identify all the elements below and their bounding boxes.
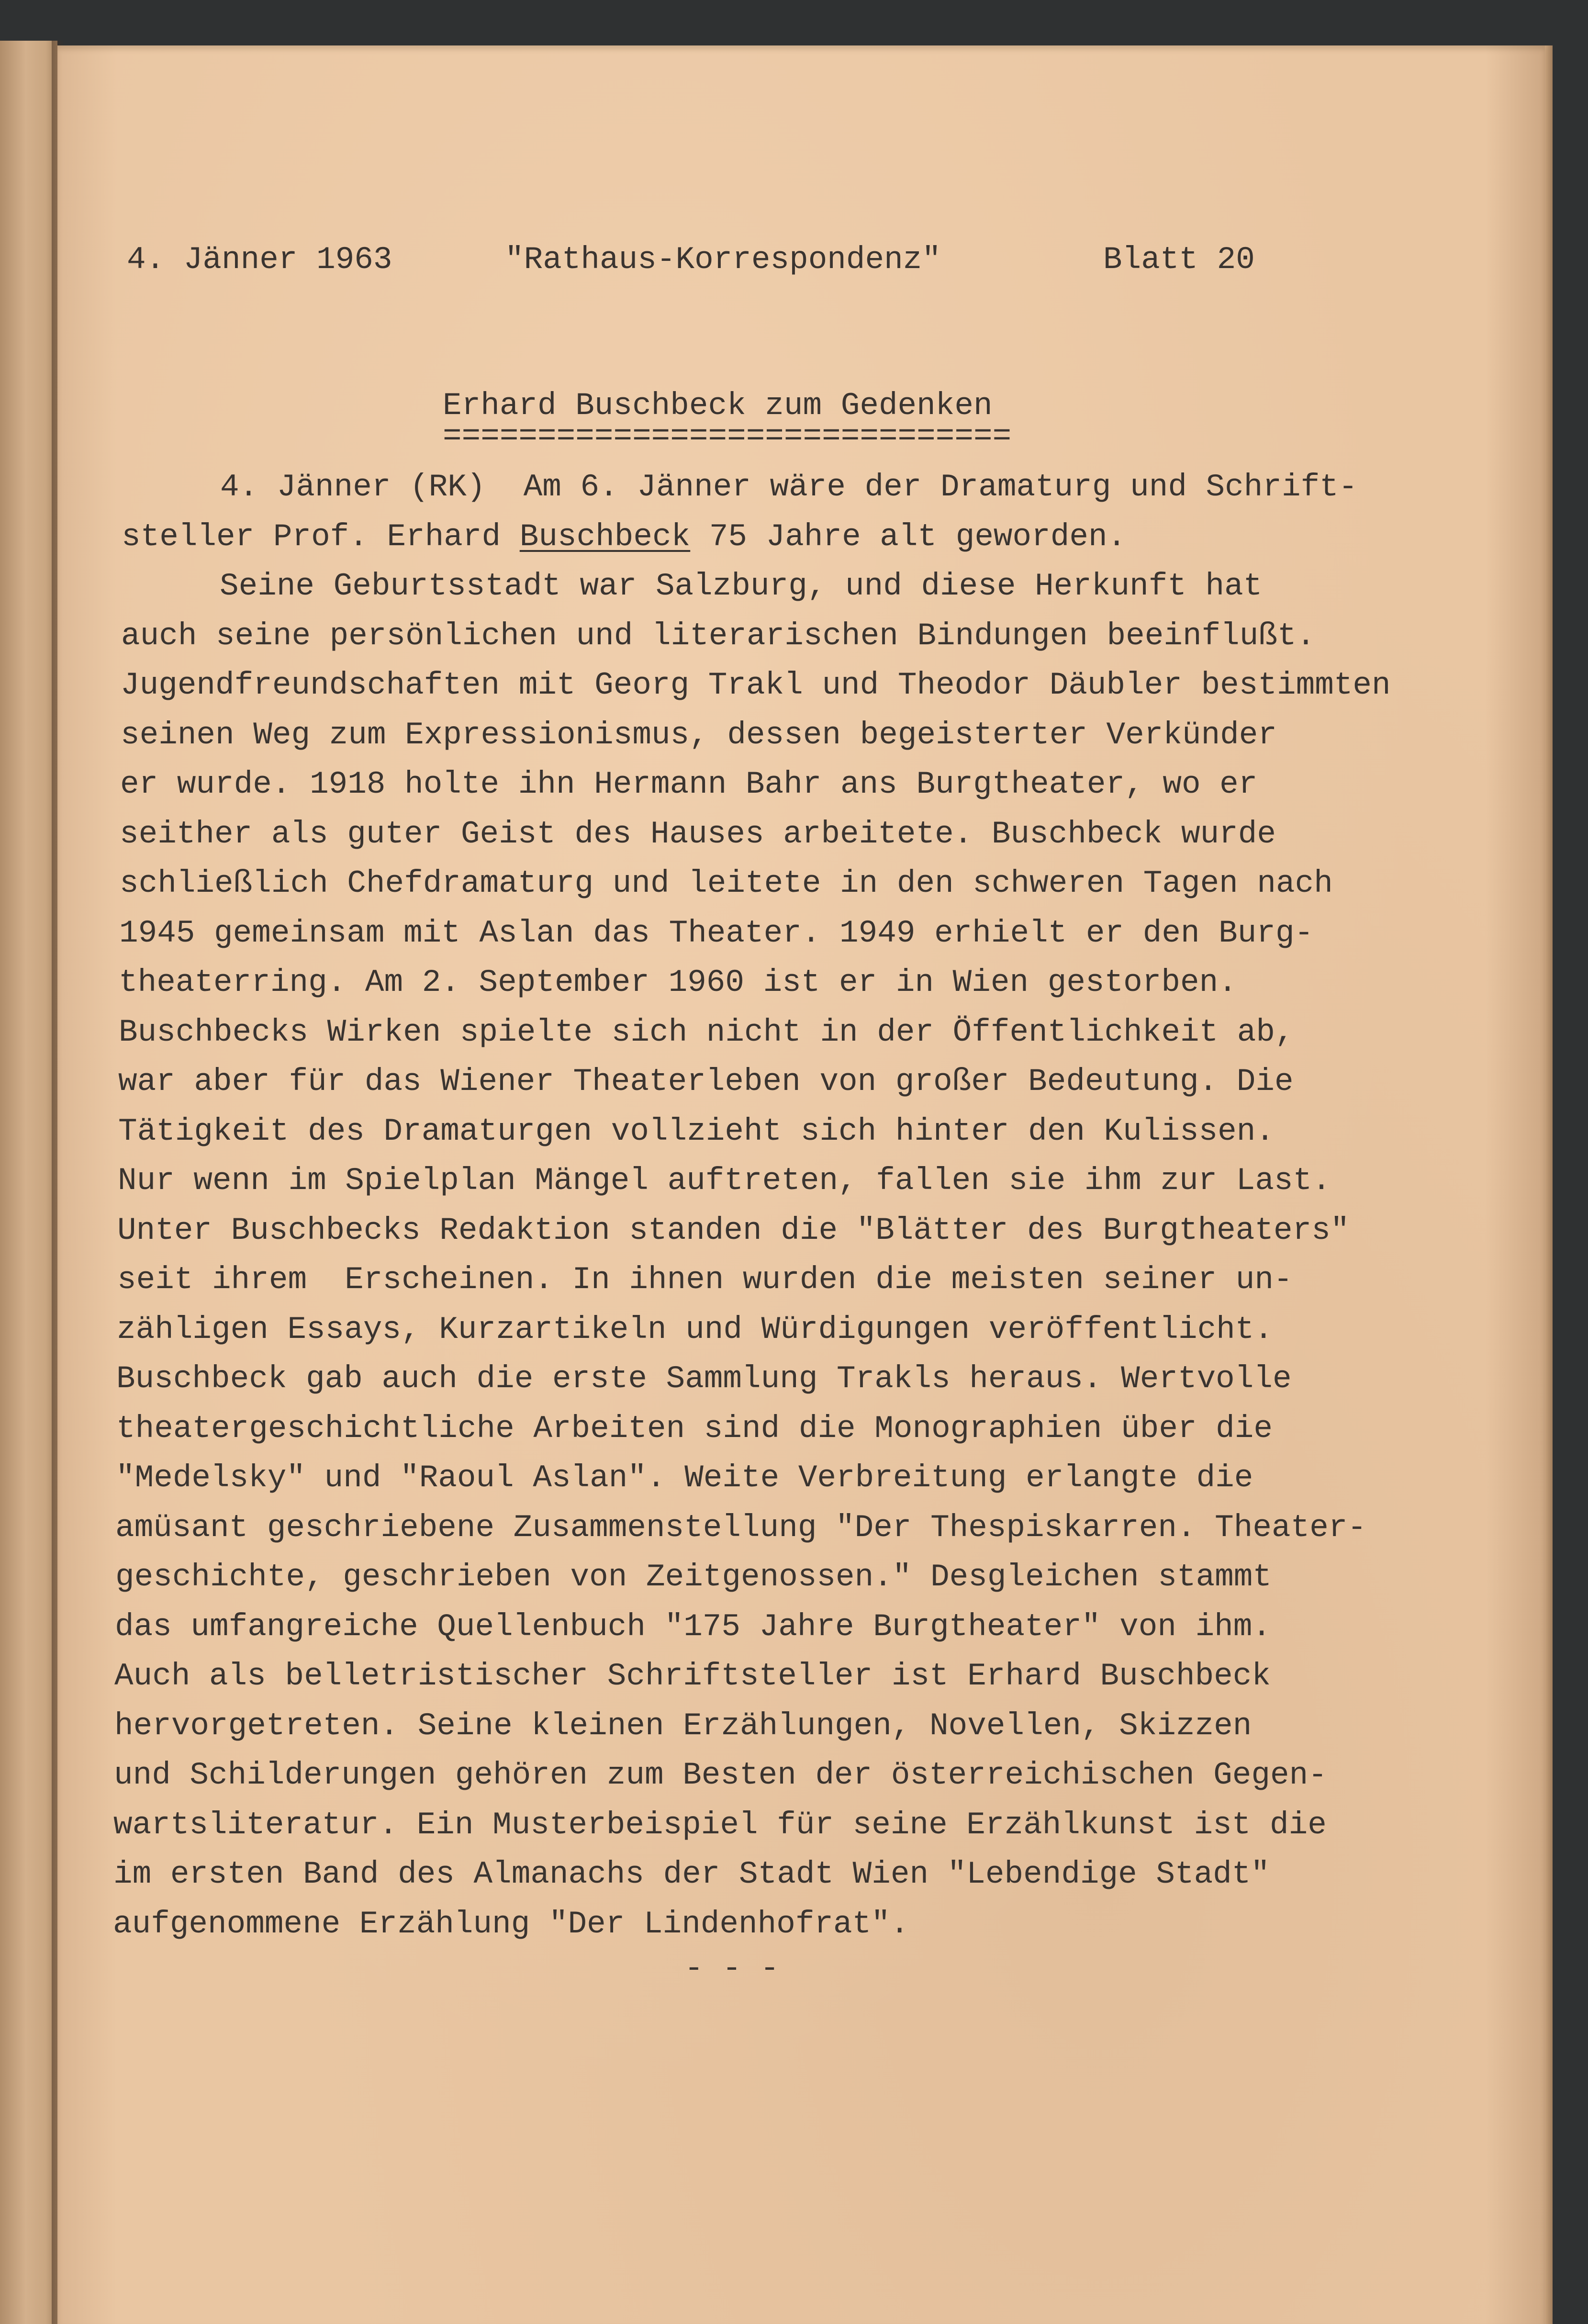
previous-page-edge (0, 41, 57, 2324)
article-line: theaterring. Am 2. September 1960 ist er in Wien gestorben. (119, 965, 1237, 1000)
article-line: hervorgetreten. Seine kleinen Erzählungen, Novellen, Skizzen (114, 1708, 1252, 1744)
article-line: Buschbecks Wirken spielte sich nicht in der Öffentlichkeit ab, (119, 1014, 1294, 1050)
article-title: Erhard Buschbeck zum Gedenken (443, 388, 993, 424)
end-mark: - - - (684, 1951, 780, 1987)
article-line: seither als guter Geist des Hauses arbeitete. Buschbeck wurde (120, 816, 1276, 852)
article-line: seinen Weg zum Expressionismus, dessen begeisterter Verkünder (121, 717, 1277, 753)
article-line: Tätigkeit des Dramaturgen vollzieht sich hinter den Kulissen. (118, 1113, 1275, 1149)
article-line: er wurde. 1918 holte ihn Hermann Bahr ans Burgtheater, wo er (120, 766, 1258, 802)
article-line: Unter Buschbecks Redaktion standen die "Blätter des Burgtheaters" (117, 1213, 1350, 1248)
article-line: seit ihrem Erscheinen. In ihnen wurden die meisten seiner un- (117, 1262, 1293, 1298)
article-line: theatergeschichtliche Arbeiten sind die Monographien über die (116, 1411, 1273, 1447)
article-line: und Schilderungen gehören zum Besten der österreichischen Gegen- (114, 1757, 1327, 1793)
article-line: schließlich Chefdramaturg und leitete in den schweren Tagen nach (120, 865, 1333, 901)
article-line: "Medelsky" und "Raoul Aslan". Weite Verbreitung erlangte die (116, 1460, 1253, 1496)
article-line (122, 521, 1126, 553)
article-line: Buschbeck gab auch die erste Sammlung Trakls heraus. Wertvolle (116, 1361, 1292, 1397)
article-line: Seine Geburtsstadt war Salzburg, und diese Herkunft hat (220, 568, 1263, 604)
paper-right-edge (1545, 45, 1553, 2324)
article-line: aufgenommene Erzählung "Der Lindenhofrat". (113, 1906, 909, 1942)
article-line: zähligen Essays, Kurzartikeln und Würdigungen veröffentlicht. (117, 1312, 1273, 1347)
article-line: Jugendfreundschaften mit Georg Trakl und Theodor Däubler bestimmten (121, 667, 1391, 703)
article-title-rule: ============================== (443, 418, 1012, 454)
article-line: wartsliteratur. Ein Musterbeispiel für seine Erzählkunst ist die (113, 1807, 1327, 1843)
article-line-text: 75 Jahre alt geworden. (690, 519, 1127, 555)
article-line: im ersten Band des Almanachs der Stadt Wien "Lebendige Stadt" (113, 1856, 1270, 1892)
article-line: Nur wenn im Spielplan Mängel auftreten, fallen sie ihm zur Last. (118, 1163, 1331, 1199)
article-line: 4. Jänner (RK) Am 6. Jänner wäre der Dramaturg und Schrift- (220, 469, 1358, 505)
header-publication: "Rathaus-Korrespondenz" (505, 242, 941, 278)
article-line: amüsant geschriebene Zusammenstellung "Der Thespiskarren. Theater- (115, 1510, 1367, 1546)
article-line: auch seine persönlichen und literarischen Bindungen beeinflußt. (121, 618, 1316, 654)
underlined-name: Buschbeck (519, 519, 691, 555)
article-line: war aber für das Wiener Theaterleben von großer Bedeutung. Die (118, 1064, 1294, 1100)
article-line: geschichte, geschrieben von Zeitgenossen." Desgleichen stammt (115, 1559, 1272, 1595)
article-line-text: steller Prof. Erhard (122, 519, 520, 555)
article-line: 1945 gemeinsam mit Aslan das Theater. 1949 erhielt er den Burg- (119, 915, 1314, 951)
header-sheet: Blatt 20 (1103, 242, 1255, 278)
header-date: 4. Jänner 1963 (127, 242, 392, 278)
article-line: das umfangreiche Quellenbuch "175 Jahre Burgtheater" von ihm. (115, 1609, 1271, 1645)
article-line: Auch als belletristischer Schriftsteller ist Erhard Buschbeck (114, 1658, 1271, 1694)
